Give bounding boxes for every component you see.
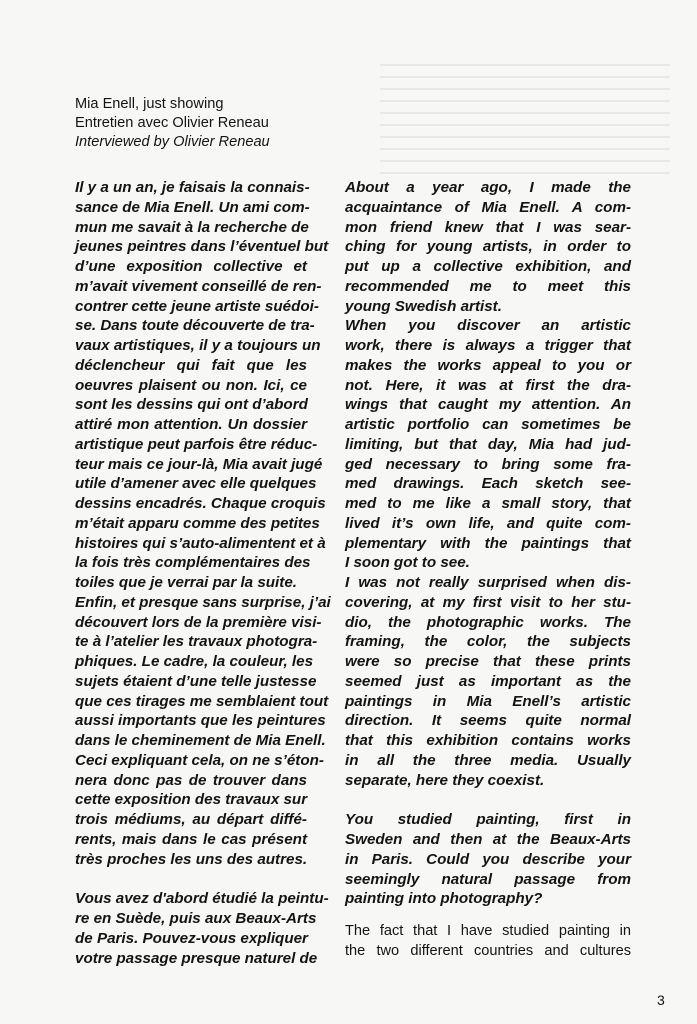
english-column [345, 178, 631, 962]
text-line: attiré mon attention. Un dossier [75, 416, 307, 433]
text-line: utile d’amener avec elle quelques [75, 475, 317, 493]
article-subtitle-fr: Entretien avec Olivier Reneau [75, 115, 269, 132]
text-line: artistic portfolio can sometimes be [345, 416, 631, 433]
text-line: painting into photography? [345, 890, 543, 908]
text-line: wings that caught my attention. An [345, 396, 631, 414]
text-line: seemingly natural passage from [345, 870, 631, 888]
bleed-through-text [380, 64, 670, 174]
paragraph [345, 922, 631, 962]
text-line: were so precise that these prints [345, 653, 631, 670]
text-line: mon friend knew that I was sear- [345, 218, 631, 236]
text-line: dio, the photographic works. The [345, 613, 631, 631]
text-line: lived it’s own life, and quite com- [345, 514, 631, 532]
text-line: sont les dessins qui ont d’abord [75, 396, 308, 414]
text-line: med drawings. Each sketch see- [345, 475, 631, 493]
french-column [75, 178, 331, 968]
text-line: the two different countries and cultures [345, 942, 631, 959]
text-line: nera donc pas de trouver dans [75, 771, 307, 789]
text-line: seemed just as important as the [345, 672, 631, 690]
text-line: re en Suède, puis aux Beaux-Arts [75, 910, 317, 927]
text-line: Sweden and then at the Beaux-Arts [345, 831, 631, 848]
text-line: I was not really surprised when dis- [345, 574, 631, 591]
paragraph [345, 573, 631, 790]
text-line: toiles que je verrai par la suite. [75, 574, 297, 591]
text-line: separate, here they coexist. [345, 771, 545, 789]
text-line: When you discover an artistic [345, 317, 631, 335]
text-line: work, there is always a trigger that [345, 337, 631, 354]
text-line: Vous avez d'abord étudié la peintu- [75, 890, 329, 908]
article-title: Mia Enell, just showing [75, 96, 224, 112]
text-line: covering, at my first visit to her stu- [345, 593, 631, 611]
text-line: About a year ago, I made the [345, 179, 631, 196]
text-line: teur mais ce jour-là, Mia avait jugé [75, 455, 323, 473]
text-line: ching for young artists, in order to [345, 238, 631, 256]
paragraph [75, 178, 329, 593]
text-line: young Swedish artist. [345, 297, 502, 315]
text-line: mun me savait à la recherche de [75, 218, 309, 236]
text-line: trois médiums, au départ diffé- [75, 811, 307, 828]
text-line: très proches les uns des autres. [75, 850, 308, 868]
text-line: Il y a un an, je faisais la connais- [75, 179, 310, 196]
paragraph [345, 316, 631, 573]
text-line: paintings in Mia Enell’s artistic [345, 692, 631, 710]
text-line: m’était apparu comme des petites [75, 514, 320, 532]
text-line: la fois très complémentaires des [75, 554, 311, 572]
text-line: se. Dans toute découverte de tra- [75, 317, 315, 335]
text-line: plementary with the paintings that [345, 534, 631, 552]
text-line: acquaintance of Mia Enell. A com- [345, 198, 631, 216]
paragraph-gap [75, 869, 307, 889]
page-number: 3 [657, 992, 665, 1008]
paragraph [345, 178, 631, 316]
text-line: Ceci expliquant cela, on ne s’éton- [75, 751, 324, 769]
text-line: que ces tirages me semblaient tout [75, 692, 329, 710]
text-line: m’avait vivement conseillé de ren- [75, 277, 322, 295]
text-line: Enfin, et presque sans surprise, j’ai [75, 593, 331, 611]
text-line: te à l’atelier les travaux photogra- [75, 633, 318, 651]
text-line: dessins encadrés. Chaque croquis [75, 495, 326, 512]
text-line: The fact that I have studied painting in [345, 923, 631, 939]
text-line: in all the three media. Usually [345, 751, 631, 769]
text-line: dans le cheminement de Mia Enell. [75, 732, 326, 749]
article-subtitle-en: Interviewed by Olivier Reneau [75, 134, 270, 151]
text-line: limiting, but that day, Mia had jud- [345, 435, 631, 453]
paragraph [75, 889, 329, 968]
text-line: I soon got to see. [345, 554, 470, 572]
text-line: med to me like a small story, that [345, 495, 631, 512]
text-line: that this exhibition contains works [345, 732, 631, 749]
text-line: de Paris. Pouvez-vous expliquer [75, 929, 308, 947]
text-line: cette exposition des travaux sur [75, 791, 308, 809]
text-line: makes the works appeal to you or [345, 356, 631, 374]
text-line: rents, mais dans le cas présent [75, 830, 307, 848]
article-header [75, 95, 270, 153]
text-line: recommended me to meet this [345, 277, 631, 295]
paragraph-gap [345, 909, 631, 922]
paragraph [345, 810, 631, 909]
text-line: d’une exposition collective et [75, 258, 307, 275]
text-line: You studied painting, first in [345, 811, 631, 829]
text-line: aussi importants que les peintures [75, 712, 326, 730]
paragraph-gap [345, 790, 631, 810]
text-line: sance de Mia Enell. Un ami com- [75, 198, 310, 216]
text-line: vaux artistiques, il y a toujours un [75, 337, 321, 354]
text-line: direction. It seems quite normal [345, 712, 631, 730]
text-line: not. Here, it was at first the dra- [345, 376, 631, 394]
text-line: ged necessary to bring some fra- [345, 455, 631, 473]
text-line: déclencheur qui fait que les [75, 356, 307, 374]
text-line: votre passage presque naturel de [75, 949, 318, 967]
text-line: contrer cette jeune artiste suédoi- [75, 297, 319, 315]
text-line: in Paris. Could you describe your [345, 850, 631, 868]
text-line: jeunes peintres dans l’éventuel but [75, 238, 329, 256]
paragraph [75, 593, 331, 870]
text-line: oeuvres plaisent ou non. Ici, ce [75, 376, 307, 394]
text-line: framing, the color, the subjects [345, 633, 631, 651]
text-line: artistique peut parfois être réduc- [75, 435, 318, 453]
text-line: phiques. Le cadre, la couleur, les [75, 653, 314, 670]
text-line: put up a collective exhibition, and [345, 258, 631, 275]
text-line: histoires qui s’auto-alimentent et à [75, 534, 326, 552]
text-line: découvert lors de la première visi- [75, 613, 322, 631]
text-line: sujets étaient d’une telle justesse [75, 672, 317, 690]
